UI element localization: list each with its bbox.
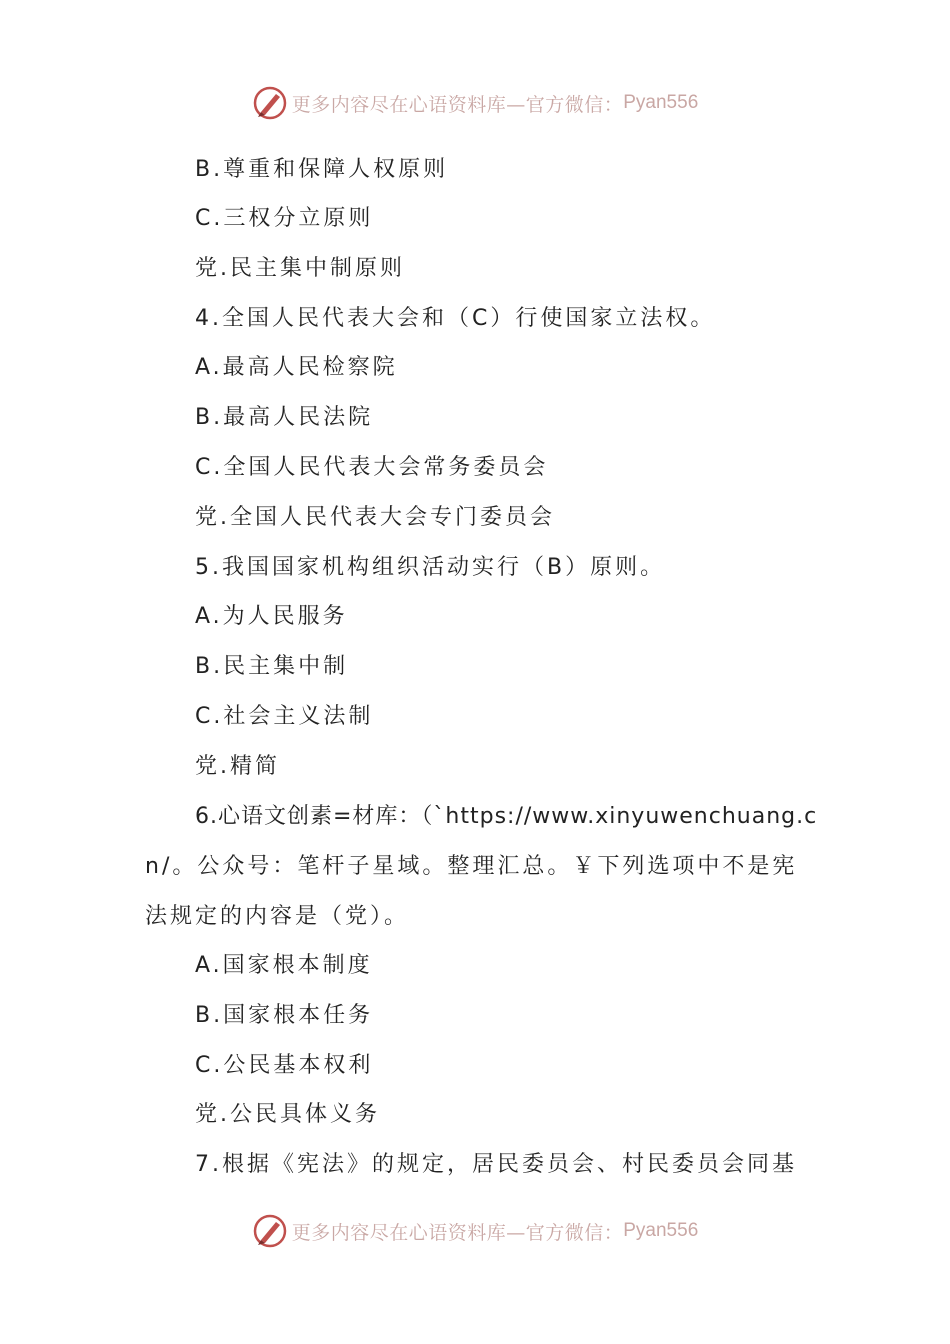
banner-text: 更多内容尽在心语资料库—官方微信： — [291, 93, 624, 116]
text-line: C.三权分立原则 — [195, 206, 374, 231]
text-line: C.全国人民代表大会常务委员会 — [195, 455, 549, 480]
footer-banner — [0, 1211, 950, 1251]
text-line: A.最高人民检察院 — [195, 355, 398, 380]
text-line: A.国家根本制度 — [195, 953, 373, 978]
question-line: 7.根据《宪法》的规定，居民委员会、村民委员会同基 — [195, 1152, 797, 1177]
banner-wechat-id: Pyan556 — [623, 1220, 699, 1241]
text-line: n/。公众号：笔杆子星域。整理汇总。￥下列选项中不是宪 — [145, 854, 798, 879]
text-line: B.国家根本任务 — [195, 1003, 374, 1028]
question-line: 5.我国国家机构组织活动实行（B）原则。 — [195, 555, 666, 580]
text-line: B.最高人民法院 — [195, 405, 374, 430]
pen-logo-icon — [252, 85, 288, 121]
text-line: 党.民主集中制原则 — [195, 256, 405, 281]
text-line: C.社会主义法制 — [195, 704, 374, 729]
text-line: A.为人民服务 — [195, 604, 348, 629]
pen-logo-icon — [252, 1213, 288, 1249]
text-line: C.公民基本权利 — [195, 1053, 374, 1078]
question-line: 4.全国人民代表大会和（C）行使国家立法权。 — [195, 306, 716, 331]
text-line: B.民主集中制 — [195, 654, 349, 679]
text-line: 党.公民具体义务 — [195, 1102, 380, 1127]
text-line: 党.精简 — [195, 754, 280, 779]
banner-text: 更多内容尽在心语资料库—官方微信： — [291, 1221, 624, 1244]
banner-wechat-id: Pyan556 — [623, 92, 699, 113]
text-line: 法规定的内容是（党）。 — [145, 904, 410, 929]
text-line: 党.全国人民代表大会专门委员会 — [195, 505, 555, 530]
header-banner — [0, 83, 950, 123]
text-line: B.尊重和保障人权原则 — [195, 157, 449, 182]
question-line: 6.心语文创素=材库：（`https://www.xinyuwenchuang.c — [195, 804, 818, 829]
